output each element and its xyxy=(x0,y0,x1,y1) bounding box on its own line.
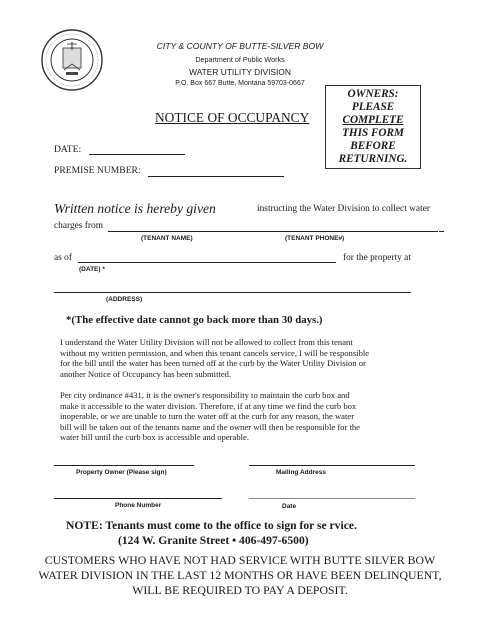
owner-signature-field[interactable] xyxy=(54,465,194,466)
owners-line-6: RETURNING. xyxy=(338,153,408,165)
deposit-line-2: WATER DIVISION IN THE LAST 12 MONTHS OR HAVE BEEN DELINQUENT, xyxy=(38,568,442,582)
written-notice-heading xyxy=(54,201,216,217)
deposit-notice xyxy=(0,553,480,598)
owners-line-1: OWNERS: xyxy=(347,88,399,100)
instructing-text: instructing the Water Division to collect water xyxy=(257,204,430,214)
paragraph2-line: make it accessible to the water division. Therefore, if at any time we find the curb box xyxy=(60,400,357,411)
owners-line-2: PLEASE xyxy=(351,101,395,113)
owner-signature-caption: Property Owner (Please sign) xyxy=(76,469,167,476)
deposit-line-1: CUSTOMERS WHO HAVE NOT HAD SERVICE WITH BUTTE SILVER BOW xyxy=(44,553,436,567)
date-field[interactable] xyxy=(89,154,185,155)
paragraph2-line: water bill until the curb box is accessible and operable. xyxy=(60,432,249,442)
paragraph1-line: for the bill until the water has been turned off at the curb by the Water Utility Division or xyxy=(60,358,366,368)
responsibility-paragraph xyxy=(60,337,369,379)
written-notice-text: Written notice is hereby given xyxy=(54,201,216,216)
paragraph2-line: bill will be taken out of the tenants name and the owner will then be responsible for the xyxy=(60,421,360,432)
date-caption: (DATE) * xyxy=(79,266,105,273)
org-name: CITY & COUNTY OF BUTTE-SILVER BOW xyxy=(156,41,324,51)
premise-number-field[interactable] xyxy=(148,176,284,177)
as-of-label: as of xyxy=(54,253,72,263)
mailing-address-field[interactable] xyxy=(249,465,415,466)
date-label: DATE: xyxy=(54,144,82,155)
paragraph1-line: without my written permission, and when this tenant cancels service, I will be responsible xyxy=(60,347,370,358)
effective-date-note: *(The effective date cannot go back more than 30 days.) xyxy=(66,314,323,326)
for-property-label: for the property at xyxy=(343,253,411,263)
property-address-field[interactable] xyxy=(54,292,411,293)
form-title: NOTICE OF OCCUPANCY xyxy=(155,110,310,125)
department-name: Department of Public Works xyxy=(195,55,285,64)
office-address: (124 W. Granite Street • 406-497-6500) xyxy=(118,534,309,547)
paragraph1-line: another Notice of Occupancy has been submitted. xyxy=(60,368,232,379)
date-signed-caption: Date xyxy=(282,503,297,510)
mailing-address-caption: Mailing Address xyxy=(276,469,326,476)
phone-number-field[interactable] xyxy=(54,498,222,499)
owners-line-3: COMPLETE xyxy=(342,114,404,126)
tenant-phone-caption: (TENANT PHONE#) xyxy=(285,235,345,242)
address-caption: (ADDRESS) xyxy=(106,296,143,303)
ordinance-paragraph xyxy=(60,390,360,443)
tenant-extra-line xyxy=(439,231,444,232)
division-name: WATER UTILITY DIVISION xyxy=(189,67,291,77)
charges-from-label: charges from xyxy=(54,221,104,231)
date-signed-field[interactable] xyxy=(249,498,415,499)
deposit-line-3: WILL BE REQUIRED TO PAY A DEPOSIT. xyxy=(132,583,348,597)
tenant-name-caption: (TENANT NAME) xyxy=(141,235,193,242)
owners-notice-text xyxy=(325,88,421,166)
tenant-name-field[interactable] xyxy=(108,231,438,232)
paragraph2-line: Per city ordinance #431, it is the owner's responsibility to maintain the curb box and xyxy=(60,390,350,400)
paragraph1-line: I understand the Water Utility Division will not be allowed to collect from this tenant xyxy=(60,337,353,347)
as-of-date-field[interactable] xyxy=(78,262,336,263)
premise-number-label: PREMISE NUMBER: xyxy=(54,165,141,176)
owners-line-4: THIS FORM xyxy=(342,127,404,139)
paragraph2-line: inoperable, or we are unable to turn the water off at the curb for any reason, the water xyxy=(60,411,355,421)
phone-number-caption: Phone Number xyxy=(115,502,162,509)
division-address: P.O. Box 667 Butte, Montana 59703-0667 xyxy=(175,80,305,87)
owners-line-5: BEFORE xyxy=(350,140,396,152)
office-sign-note: NOTE: Tenants must come to the office to sign for se rvice. xyxy=(66,519,357,532)
